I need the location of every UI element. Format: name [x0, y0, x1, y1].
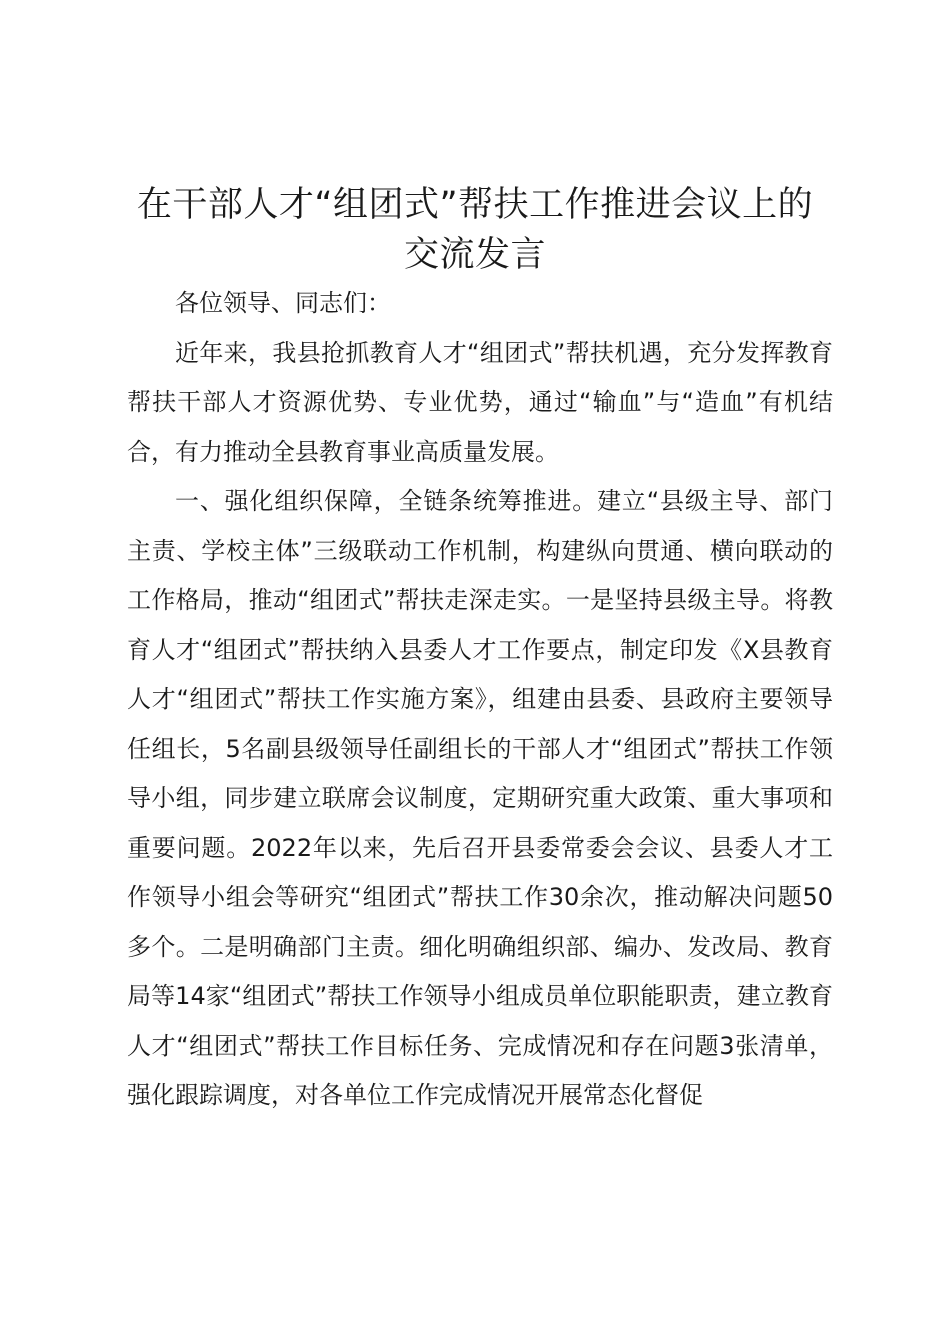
document-body	[127, 279, 833, 1121]
document-title	[110, 180, 840, 280]
title-line-1: 在干部人才“组团式”帮扶工作推进会议上的	[136, 185, 814, 225]
salutation: 各位领导、同志们：	[175, 289, 391, 317]
title-line-2: 交流发言	[403, 235, 546, 275]
paragraph-section-1: 一、强化组织保障，全链条统筹推进。建立“县级主导、部门主责、学校主体”三级联动工作机制，构建纵向贯通、横向联动的工作格局，推动“组团式”帮扶走深走实。一是坚持县级主导。将教育人才“组团式”帮扶纳入县委人才工作要点，制定印发《X县教育人才“组团式”帮扶工作实施方案》，组建由县委、县政府主要领导任组长，5名副县级领导任副组长的干部人才“组团式”帮扶工作领导小组，同步建立联席会议制度，定期研究重大政策、重大事项和重要问题。2022年以来，先后召开县委常委会会议、县委人才工作领导小组会等研究“组团式”帮扶工作30余次，推动解决问题50多个。二是明确部门主责。细化明确组织部、编办、发改局、教育局等14家“组团式”帮扶工作领导小组成员单位职能职责，建立教育人才“组团式”帮扶工作目标任务、完成情况和存在问题3张清单，强化跟踪调度，对各单位工作完成情况开展常态化督促	[127, 487, 833, 1109]
paragraph-intro: 近年来，我县抢抓教育人才“组团式”帮扶机遇，充分发挥教育帮扶干部人才资源优势、专业优势，通过“输血”与“造血”有机结合，有力推动全县教育事业高质量发展。	[127, 338, 833, 466]
